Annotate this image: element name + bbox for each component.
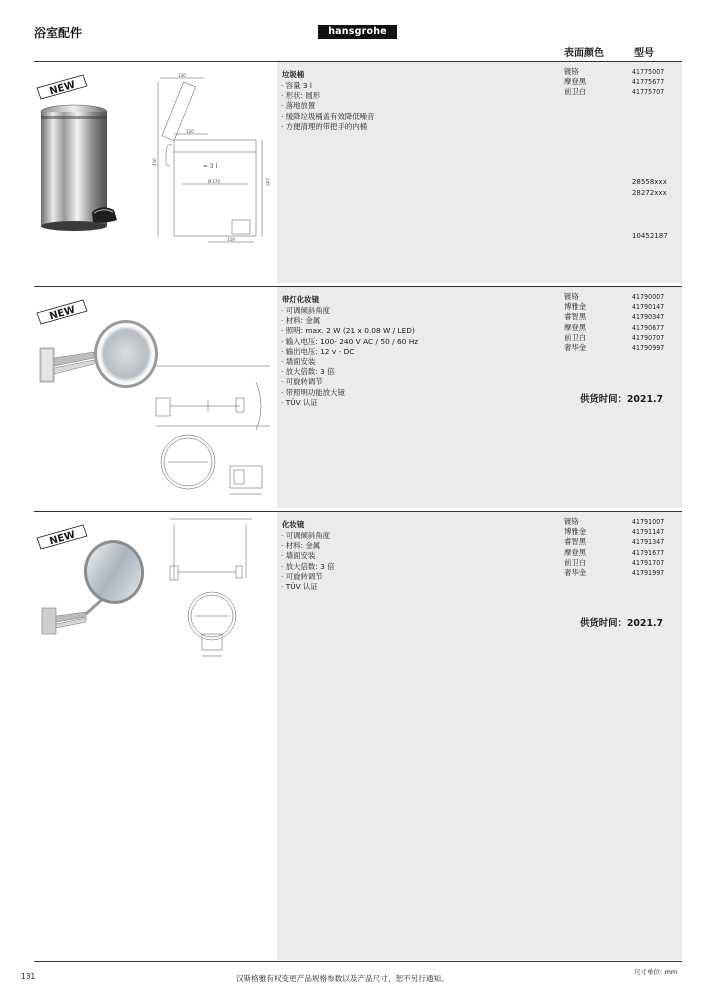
model-number: 41790677 — [632, 323, 665, 332]
feature-item: · TÜV 认证 — [281, 398, 418, 408]
feature-item: · TÜV 认证 — [281, 582, 335, 592]
feature-item: · 可旋转调节 — [281, 572, 335, 582]
color-item: 博雅金 — [564, 527, 587, 537]
color-item: 镀铬 — [564, 517, 579, 526]
model-number: 41790007 — [632, 293, 665, 301]
page-title: 浴室配件 — [34, 26, 83, 40]
model-number: 41790707 — [632, 333, 665, 342]
color-item: 摩登黑 — [564, 547, 587, 557]
feature-item: · 放大倍数: 3 倍 — [281, 367, 418, 377]
lighted-mirror-image — [38, 318, 160, 398]
feature-item: · 墙面安装 — [281, 551, 335, 561]
feature-item: · 照明: max. 2 W (21 x 0.08 W / LED) — [281, 326, 418, 336]
page-number: 131 — [21, 972, 36, 981]
product-title: 垃圾桶 — [282, 70, 305, 79]
model-list — [632, 292, 664, 353]
feature-item: · 输出电压: 12 v - DC — [281, 347, 418, 357]
color-item: 摩登黑 — [564, 77, 587, 87]
column-header-color: 表面颜色 — [564, 48, 604, 59]
feature-item: · 落地放置 — [281, 101, 374, 111]
feature-item: · 带照明功能放大镜 — [281, 388, 418, 398]
model-number: 41791147 — [632, 528, 665, 537]
unit-note — [634, 967, 677, 976]
svg-text:120: 120 — [186, 129, 194, 134]
color-item: 镀铬 — [564, 67, 579, 76]
divider — [34, 511, 682, 512]
svg-text:410: 410 — [152, 158, 157, 166]
brand-logo: hansgrohe — [318, 25, 397, 39]
color-list — [564, 67, 586, 98]
color-item: 睿智黑 — [564, 312, 587, 322]
lighted-mirror-drawing-front — [158, 432, 273, 500]
feature-list — [281, 81, 374, 132]
color-item: 前卫白 — [564, 332, 587, 342]
feature-item: · 放大倍数: 3 倍 — [281, 562, 335, 572]
divider — [34, 286, 682, 287]
supply-date: 供货时间：2021.7 — [580, 394, 664, 405]
model-list — [632, 67, 664, 98]
svg-text:130: 130 — [178, 73, 186, 78]
feature-item: · 输入电压: 100- 240 V AC / 50 / 60 Hz — [281, 337, 418, 347]
color-item: 前卫白 — [564, 557, 587, 567]
divider — [34, 61, 682, 62]
model-number: 41775707 — [632, 88, 665, 97]
svg-text:245: 245 — [265, 178, 270, 186]
color-item: 奢华金 — [564, 568, 587, 578]
model-number: 41790997 — [632, 344, 665, 353]
color-item: 奢华金 — [564, 343, 587, 353]
feature-item: · 可调倾斜角度 — [281, 306, 418, 316]
model-number: 41791007 — [632, 518, 665, 526]
feature-item: · 材料: 金属 — [281, 541, 335, 551]
feature-list — [281, 306, 418, 408]
model-list — [632, 517, 664, 578]
feature-item: · 可调倾斜角度 — [281, 531, 335, 541]
feature-item: · 形状: 圆形 — [281, 91, 374, 101]
divider — [34, 961, 682, 962]
feature-item: · 墙面安装 — [281, 357, 418, 367]
model-number: 41791997 — [632, 569, 665, 578]
svg-text:≈ 3 l: ≈ 3 l — [202, 163, 218, 170]
model-number: 41790147 — [632, 303, 665, 312]
section-background — [277, 512, 682, 960]
accessory-model: 10452187 — [632, 232, 668, 240]
model-number: 41791707 — [632, 558, 665, 567]
waste-bin-drawing — [152, 72, 270, 250]
product-title: 化妆镜 — [282, 520, 305, 529]
feature-item: · 方便清理的带把手的内桶 — [281, 122, 374, 132]
accessory-model: 28272xxx — [632, 189, 667, 197]
model-number: 41791347 — [632, 538, 665, 547]
model-number: 41775677 — [632, 78, 665, 87]
color-item: 睿智黑 — [564, 537, 587, 547]
unit-value: mm — [664, 968, 678, 976]
cosmetic-mirror-image — [38, 538, 148, 638]
color-item: 前卫白 — [564, 87, 587, 97]
accessory-model: 28558xxx — [632, 178, 667, 186]
model-number: 41775007 — [632, 68, 665, 76]
footer-disclaimer: 汉斯格雅有权变更产品规格参数以及产品尺寸，恕不另行通知。 — [236, 974, 449, 983]
new-badge — [33, 72, 89, 102]
svg-text:NEW: NEW — [48, 79, 77, 98]
cosmetic-mirror-drawing-side — [166, 514, 258, 586]
color-item: 博雅金 — [564, 302, 587, 312]
model-number: 41791677 — [632, 548, 665, 557]
feature-item: · 缓降垃圾桶盖有效降低噪音 — [281, 112, 374, 122]
color-item: 摩登黑 — [564, 322, 587, 332]
color-list — [564, 292, 586, 353]
feature-item: · 可旋转调节 — [281, 377, 418, 387]
feature-item: · 容量 3 l — [281, 81, 374, 91]
product-title: 带灯化妆镜 — [282, 295, 319, 304]
svg-text:NEW: NEW — [48, 304, 77, 323]
supply-date: 供货时间：2021.7 — [580, 618, 664, 629]
cosmetic-mirror-drawing-front — [180, 590, 244, 662]
color-item: 镀铬 — [564, 292, 579, 301]
lighted-mirror-drawing-side — [152, 360, 274, 432]
feature-list — [281, 531, 335, 592]
model-number: 41790347 — [632, 313, 665, 322]
waste-bin-image — [36, 100, 122, 235]
column-header-model: 型号 — [634, 48, 654, 59]
svg-text:NEW: NEW — [48, 529, 77, 548]
unit-label: 尺寸单位: — [634, 968, 663, 976]
svg-text:119: 119 — [227, 237, 235, 242]
svg-text:Ø 170: Ø 170 — [207, 179, 221, 184]
feature-item: · 材料: 金属 — [281, 316, 418, 326]
color-list — [564, 517, 586, 578]
